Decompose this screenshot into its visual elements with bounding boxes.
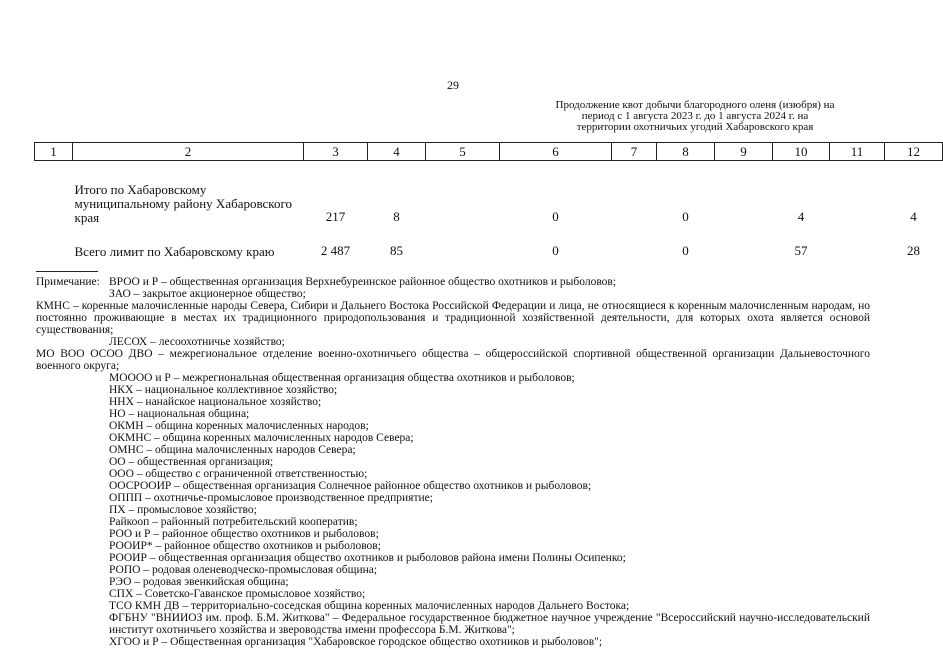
note-item: СПХ – Советско-Гаванское промысловое хозяйство; [109, 588, 366, 600]
column-header: 8 [657, 143, 715, 161]
note-item: ОКМН – община коренных малочисленных народов; [109, 420, 369, 432]
column-header: 1 [35, 143, 73, 161]
continuation-line: период с 1 августа 2023 г. до 1 августа 2024 г. на [581, 110, 809, 122]
cell-col3: 217 [325, 209, 346, 224]
note-item: МОООО и Р – межрегиональная общественная организация общества охотников и рыболовов; [109, 372, 575, 384]
note-item: ООО – общество с ограниченной ответственностью; [109, 468, 368, 480]
column-header: 3 [304, 143, 368, 161]
column-header: 2 [73, 143, 304, 161]
note-item: МО ВОО ОСОО ДВО – межрегиональное отделение военно-охотничьего общества – общероссийской спортивной общественной организации Дальневосточного военного округа; [36, 348, 870, 372]
note-item: ЛЕСОХ – лесоохотничье хозяйство; [109, 336, 285, 348]
note-item: РОО и Р – районное общество охотников и рыболовов; [109, 528, 379, 540]
note-item: НО – национальная община; [109, 408, 250, 420]
cell-col9 [715, 225, 773, 259]
cell-col5 [426, 161, 500, 226]
cell-col8: 0 [682, 243, 689, 258]
note-item: РООИР* – районное общество охотников и рыболовов; [109, 540, 381, 552]
column-header: 5 [426, 143, 500, 161]
note-item: ННХ – нанайское национальное хозяйство; [109, 396, 322, 408]
cell-col8: 0 [682, 209, 689, 224]
column-header: 9 [715, 143, 773, 161]
note-item: Райкооп – районный потребительский кооператив; [109, 516, 358, 528]
page-number: 29 [447, 78, 459, 92]
quota-table [34, 142, 943, 259]
table-row [35, 161, 943, 226]
note-item: РООИР – общественная организация общество охотников и рыболовов района имени Полины Осипенко; [109, 552, 626, 564]
cell-col10: 57 [794, 243, 808, 258]
note-item: ОМНС – община малочисленных народов Севера; [109, 444, 356, 456]
note-item: ПХ – промысловое хозяйство; [109, 504, 257, 516]
note-item: ТСО КМН ДВ – территориально-соседская община коренных малочисленных народов Дальнего Востока; [109, 600, 630, 612]
cell-col6: 0 [552, 209, 559, 224]
cell-col11 [830, 225, 885, 259]
note-item: РОПО – родовая оленеводческо-промысловая община; [109, 564, 378, 576]
cell-col4: 8 [393, 209, 400, 224]
note-item: ВРОО и Р – общественная организация Верхнебуреинское районное общество охотников и рыболовов; [109, 276, 617, 288]
note-item: РЭО – родовая эвенкийская община; [109, 576, 289, 588]
cell-col11 [830, 161, 885, 226]
note-item: КМНС – коренные малочисленные народы Севера, Сибири и Дальнего Востока Российской Федерации и лица, не относящиеся к коренным малочисленным народам, но постоянно проживающие в местах их традиционного природопользования и традиционной хозяйственной деятельности, для которых охота является основой существования; [36, 300, 870, 336]
cell-col7 [612, 225, 657, 259]
cell-col9 [715, 161, 773, 226]
row-name: Итого по Хабаровскому муниципальному району Хабаровского края [74, 182, 292, 225]
notes-label: Примечание: [36, 276, 100, 288]
cell-col10: 4 [797, 209, 805, 224]
row-name: Всего лимит по Хабаровскому краю [74, 244, 275, 259]
note-item: ООСРООИР – общественная организация Солнечное районное общество охотников и рыболовов; [109, 480, 592, 492]
cell-col7 [612, 161, 657, 226]
cell-col6: 0 [552, 243, 559, 258]
column-header: 11 [830, 143, 885, 161]
cell-col5 [426, 225, 500, 259]
column-header: 7 [612, 143, 657, 161]
notes-section [36, 276, 870, 648]
cell-col4: 85 [390, 243, 403, 258]
column-header: 10 [773, 143, 830, 161]
note-item: НКХ – национальное коллективное хозяйство; [109, 384, 338, 396]
cell-col3: 2 487 [320, 243, 351, 258]
note-item: ОКМНС – община коренных малочисленных народов Севера; [109, 432, 414, 444]
note-item: ЗАО – закрытое акционерное общество; [109, 288, 306, 300]
continuation-line: территории охотничьих угодий Хабаровского края [576, 121, 814, 133]
continuation-heading [520, 100, 870, 133]
note-item: ОППП – охотничье-промысловое производственное предприятие; [109, 492, 433, 504]
cell-col12: 28 [907, 243, 920, 258]
continuation-line: Продолжение квот добычи благородного оленя (изюбря) на [555, 99, 835, 111]
cell-col12: 4 [910, 209, 917, 224]
table-header-row [35, 143, 943, 161]
note-item: ХГОО и Р – Общественная организация "Хабаровское городское общество охотников и рыболовов"; [109, 636, 603, 648]
column-header: 4 [368, 143, 426, 161]
footnote-divider [36, 271, 98, 272]
column-header: 6 [500, 143, 612, 161]
note-item: ОО – общественная организация; [109, 456, 274, 468]
column-header: 12 [885, 143, 943, 161]
note-item: ФГБНУ "ВНИИОЗ им. проф. Б.М. Житкова" – Федеральное государственное бюджетное научное учреждение "Всероссийский научно-исследовательский институт охотничьего хозяйства и звероводства имени профессора Б.М. Житкова"; [109, 612, 870, 636]
table-row [35, 225, 943, 259]
